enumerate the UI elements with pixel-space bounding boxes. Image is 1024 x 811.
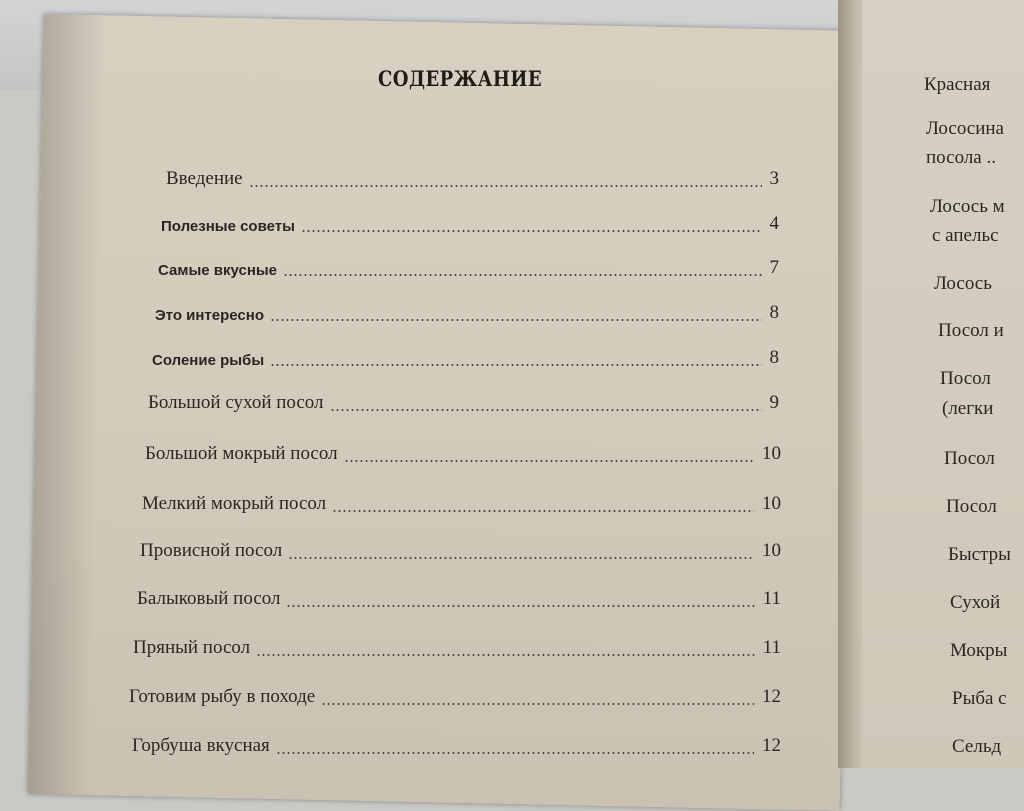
right-page-text xyxy=(924,0,1024,768)
toc-entry xyxy=(142,491,781,519)
toc-entry-page-number: 7 xyxy=(769,257,779,278)
toc-entry xyxy=(155,300,779,328)
toc-leader-dots xyxy=(256,654,755,656)
toc-leader-dots xyxy=(276,752,754,754)
toc-entry-page-number: 10 xyxy=(762,443,781,464)
right-page-line: с апельс xyxy=(932,225,999,246)
right-page-line: Сельд xyxy=(952,736,1002,757)
toc-leader-dots xyxy=(283,274,761,276)
toc-entry xyxy=(148,390,779,418)
toc-entry-title: Полезные советы xyxy=(161,218,295,235)
toc-leader-dots xyxy=(270,319,762,321)
toc-entry-page-number: 12 xyxy=(762,686,781,707)
toc-entry xyxy=(133,635,781,663)
toc-leader-dots xyxy=(344,460,754,462)
toc-entry-title: Пряный посол xyxy=(133,637,251,658)
right-page-line: Посол xyxy=(944,448,995,469)
toc-entry-page-number: 8 xyxy=(769,302,779,323)
toc-leader-dots xyxy=(288,557,754,559)
toc-entry xyxy=(161,211,779,239)
right-page-line: Посол xyxy=(946,496,997,517)
toc-leader-dots xyxy=(321,703,754,705)
toc-entry-title: Введение xyxy=(166,168,243,189)
toc-leader-dots xyxy=(249,185,762,187)
toc-leader-dots xyxy=(286,605,754,607)
toc-entry-page-number: 12 xyxy=(762,735,781,756)
right-page-line: (легки xyxy=(942,398,994,419)
right-page-line: Посол xyxy=(940,368,991,389)
toc-entry-page-number: 8 xyxy=(769,347,779,368)
right-page-line: Рыба с xyxy=(952,688,1007,709)
toc-entry-title: Самые вкусные xyxy=(158,262,278,279)
toc-entry-title: Это интересно xyxy=(155,307,264,324)
toc-entry-title: Соление рыбы xyxy=(152,352,265,369)
toc-entry-title: Готовим рыбу в походе xyxy=(129,686,316,707)
toc-entry xyxy=(152,345,779,373)
page-title: СОДЕРЖАНИЕ xyxy=(378,66,543,91)
right-page-line: посола .. xyxy=(926,147,996,168)
toc-entry-title: Горбуша вкусная xyxy=(132,735,270,756)
toc-entry-title: Провисной посол xyxy=(140,540,283,561)
toc-entry-page-number: 10 xyxy=(762,493,781,514)
toc-entry-title: Большой мокрый посол xyxy=(145,443,338,464)
right-page-line: Быстры xyxy=(948,544,1011,565)
toc-entry xyxy=(158,255,779,283)
toc-entry-page-number: 11 xyxy=(762,637,781,658)
toc-leader-dots xyxy=(330,409,762,411)
right-page-line: Мокры xyxy=(950,640,1008,661)
toc-entry-title: Большой сухой посол xyxy=(148,392,324,413)
right-page-line: Красная xyxy=(924,74,991,95)
toc-entry-page-number: 10 xyxy=(762,540,781,561)
toc-entry xyxy=(145,441,781,469)
toc-leader-dots xyxy=(332,510,754,512)
toc-entry xyxy=(140,538,781,566)
toc-entry-page-number: 9 xyxy=(769,392,779,413)
right-page-line: Посол и xyxy=(938,320,1004,341)
toc-entry-page-number: 4 xyxy=(769,213,779,234)
toc-entry-title: Мелкий мокрый посол xyxy=(142,493,327,514)
toc-entry xyxy=(129,684,781,712)
right-page-line: Лососина xyxy=(926,118,1004,139)
toc-entry xyxy=(137,586,781,614)
toc-entry xyxy=(132,733,781,761)
right-page-line: Лосось м xyxy=(930,196,1005,217)
toc-leader-dots xyxy=(270,364,761,366)
toc-entry-title: Балыковый посол xyxy=(137,588,281,609)
toc-entry-page-number: 11 xyxy=(762,588,781,609)
toc-entry-page-number: 3 xyxy=(769,168,779,189)
toc-entry xyxy=(166,166,779,194)
toc-leader-dots xyxy=(301,230,762,232)
right-page-line: Лосось xyxy=(934,273,992,294)
right-page-line: Сухой xyxy=(950,592,1001,613)
